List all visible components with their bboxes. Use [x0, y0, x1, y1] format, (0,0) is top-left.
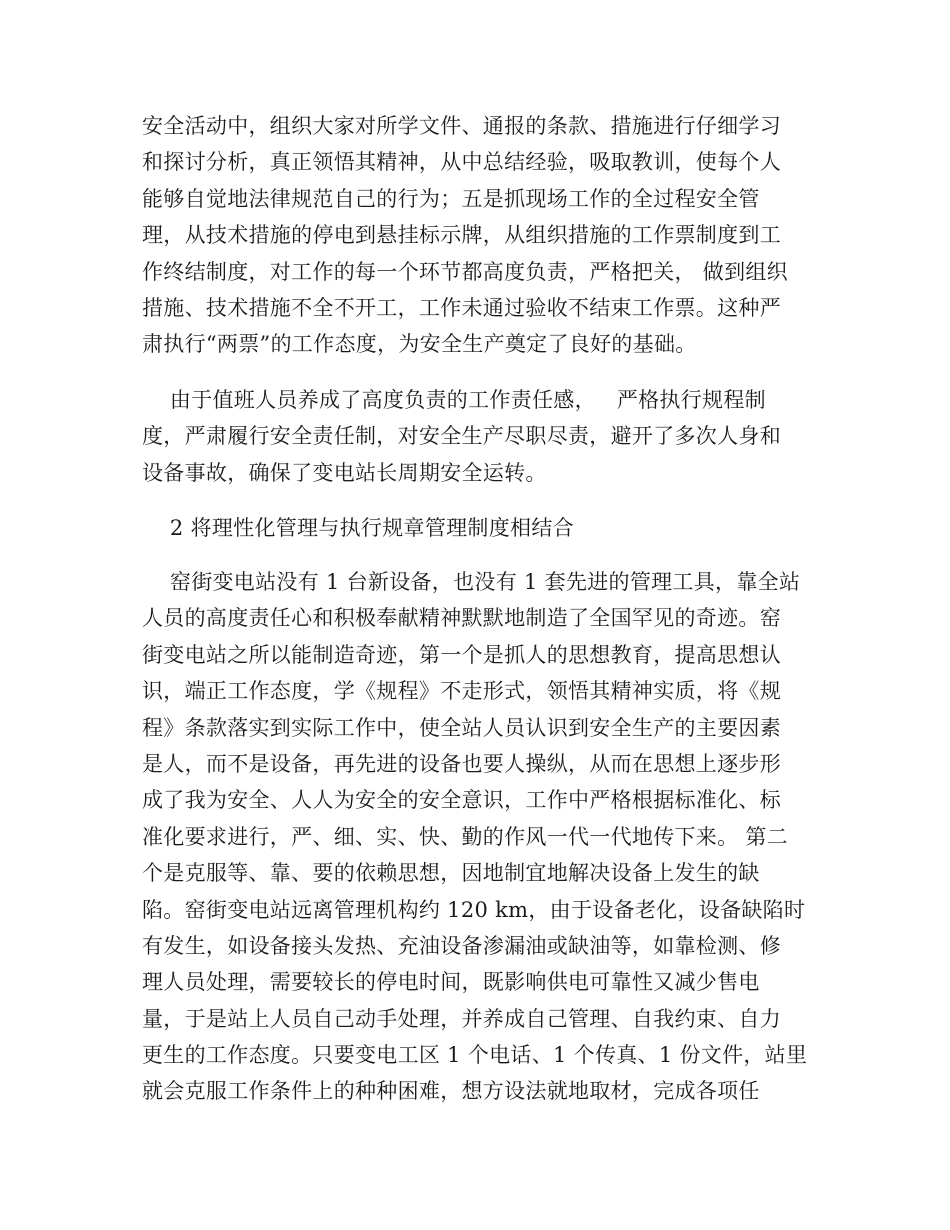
text-line: 理人员处理，需要较长的停电时间，既影响供电可靠性又减少售电 [142, 970, 760, 995]
text-line: 个是克服等、靠、要的依赖思想，因地制宜地解决设备上发生的缺 [142, 861, 760, 886]
section-heading [142, 510, 822, 546]
text-line: 安全活动中，组织大家对所学文件、通报的条款、措施进行仔细学习 [142, 114, 781, 138]
paragraph-3 [142, 564, 822, 1110]
text-line: 由于值班人员养成了高度负责的工作责任感， 严格执行规程制 [142, 388, 766, 412]
paragraph-2 [142, 382, 822, 491]
heading-text: 2 将理性化管理与执行规章管理制度相结合 [142, 516, 574, 540]
text-line: 能够自觉地法律规范自己的行为；五是抓现场工作的全过程安全管 [142, 186, 760, 211]
paragraph-1 [142, 108, 822, 363]
text-line: 和探讨分析，真正领悟其精神，从中总结经验，吸取教训，使每个人 [142, 150, 781, 175]
text-line: 准化要求进行，严、细、实、快、勤的作风一代一代地传下来。 第二 [142, 824, 788, 849]
text-line: 人员的高度责任心和积极奉献精神默默地制造了全国罕见的奇迹。窑 [142, 606, 781, 631]
text-line: 度，严肃履行安全责任制，对安全生产尽职尽责，避开了多次人身和 [142, 424, 781, 449]
text-line: 设备事故，确保了变电站长周期安全运转。 [142, 460, 547, 485]
text-line: 量，于是站上人员自己动手处理，并养成自己管理、自我约束、自力 [142, 1006, 781, 1031]
text-line: 有发生，如设备接头发热、充油设备渗漏油或缺油等，如靠检测、修 [142, 933, 781, 958]
text-line: 识，端正工作态度，学《规程》不走形式，领悟其精神实质，将《规 [142, 679, 781, 704]
text-line: 窑街变电站没有 1 台新设备，也没有 1 套先进的管理工具，靠全站 [142, 570, 801, 594]
text-line: 成了我为安全、人人为安全的安全意识，工作中严格根据标准化、标 [142, 788, 781, 813]
text-line: 理，从技术措施的停电到悬挂标示牌，从组织措施的工作票制度到工 [142, 223, 781, 248]
text-line: 肃执行“两票”的工作态度，为安全生产奠定了良好的基础。 [142, 332, 697, 357]
text-line: 陷。窑街变电站远离管理机构约 120 km，由于设备老化，设备缺陷时 [142, 897, 806, 922]
text-line: 街变电站之所以能制造奇迹，第一个是抓人的思想教育，提高思想认 [142, 642, 781, 667]
text-line: 作终结制度，对工作的每一个环节都高度负责，严格把关， 做到组织 [142, 259, 788, 284]
text-line: 程》条款落实到实际工作中，使全站人员认识到安全生产的主要因素 [142, 715, 781, 740]
text-line: 措施、技术措施不全不开工，工作未通过验收不结束工作票。这种严 [142, 295, 781, 320]
text-line: 是人，而不是设备，再先进的设备也要人操纵，从而在思想上逐步形 [142, 751, 781, 776]
text-line: 更生的工作态度。只要变电工区 1 个电话、1 个传真、1 份文件，站里 [142, 1043, 808, 1068]
text-line: 就会克服工作条件上的种种困难，想方设法就地取材，完成各项任 [142, 1079, 760, 1104]
